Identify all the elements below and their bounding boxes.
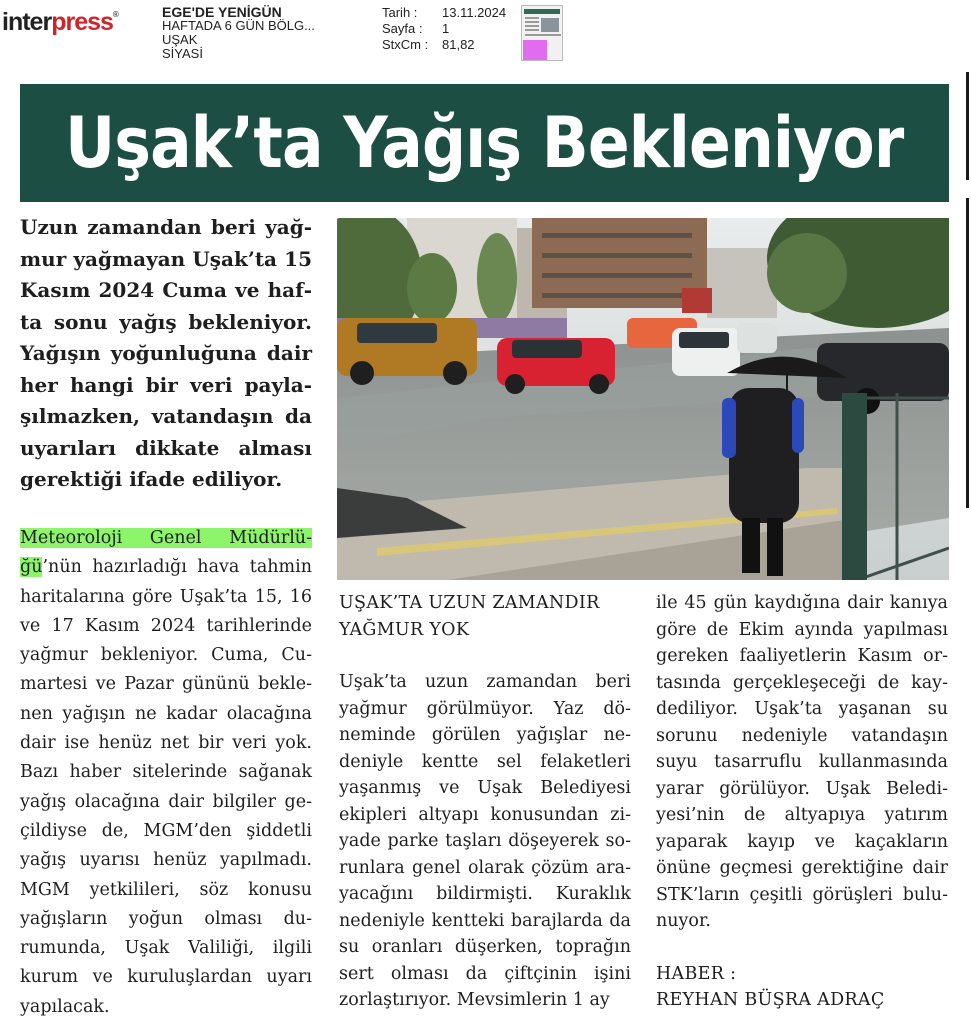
logo-mark: ® <box>112 10 118 19</box>
publication-info <box>162 5 315 61</box>
meta-page-value: 1 <box>442 21 450 36</box>
body-middle-text: Uşak’ta uzun zamandan beri yağmur görülmüyor. Yaz döneminde görülen yağışlar nedeniyle kentte sel felaketleri yaşanmış ve Uşak Belediyesi ekipleri altyapı konusundan ziyade parke taşları döşeyerek sorunlara genel olarak çözüm arayacağını bildirmişti. Kuraklık nedeniyle kentteki barajlarda da su oranları düşerken, toprağın sert olması da çiftçinin işini zorlaştırıyor. Mevsimlerin 1 ay <box>339 672 631 1010</box>
meta-page-row <box>382 21 532 37</box>
page-edge-rule <box>966 198 969 508</box>
body-column-left <box>20 524 312 1022</box>
publication-name: EGE'DE YENİGÜN <box>162 4 282 20</box>
logo-part1: inter <box>2 8 52 36</box>
headline-banner <box>20 84 949 202</box>
page-thumbnail[interactable] <box>521 5 563 61</box>
byline-author: REYHAN BÜŞRA ADRAÇ <box>656 990 885 1010</box>
clipping-meta <box>382 5 532 53</box>
publication-category: SİYASİ <box>162 46 203 61</box>
article-photo <box>337 218 949 580</box>
section-subheading: UŞAK’TA UZUN ZAMANDIR YAĞMUR YOK <box>339 593 600 640</box>
meta-page-label: Sayfa : <box>382 21 423 36</box>
page-edge-rule <box>966 72 969 180</box>
meta-date-row <box>382 5 532 21</box>
body-column-right <box>656 590 948 1014</box>
publication-city: UŞAK <box>162 32 198 47</box>
highlighted-term: Meteoroloji Genel Müdürlüğü <box>20 528 312 578</box>
body-right-text: ile 45 gün kaydığına dair kanıya göre de Ekim ayında yapılması gereken faaliyetlerin Kasım ortasında gerçekleşeceği de kaydediliyor. Uşak’ta yaşanan su sorunu nedeniyle vatandaşın suyu tasarruflu kullanmasında yarar görülüyor. Uşak Belediyesi’nin de altyapıya yatırım yaparak kayıp ve kaçakların önüne geçmesi gerektiğine dair STK’ların çeşitli görüşleri bulunuyor. <box>656 593 948 931</box>
byline <box>656 961 948 1014</box>
meta-date-label: Tarih : <box>382 5 418 20</box>
meta-date-value: 13.11.2024 <box>442 5 507 20</box>
thumbnail-highlight <box>523 40 547 60</box>
meta-stxcm-label: StxCm : <box>382 37 429 52</box>
body-column-middle <box>339 590 631 1014</box>
interpress-logo <box>2 8 118 37</box>
logo-part2: press <box>51 8 113 36</box>
meta-stxcm-row <box>382 37 532 53</box>
meta-stxcm-value: 81,82 <box>442 37 475 52</box>
byline-label: HABER : <box>656 963 737 984</box>
headline: Uşak’ta Yağış Bekleniyor <box>65 102 904 184</box>
publication-frequency: HAFTADA 6 GÜN BÖLG... <box>162 18 315 33</box>
lead-paragraph: Uzun zamandan beri yağmur yağmayan Uşak’ta 15 Kasım 2024 Cuma ve hafta sonu yağış bekleniyor. Yağışın yoğunluğuna dair her hangi bir veri paylaşılmazken, vatandaşın da uyarıları dikkate alması gerektiği ifade ediliyor. <box>20 215 312 491</box>
body-left-text: ’nün hazırladığı hava tahmin haritalarına göre Uşak’ta 15, 16 ve 17 Kasım 2024 tarihlerinde yağmur bekleniyor. Cuma, Cumartesi ve Pazar gününü beklenen yağışın ne kadar olacağına dair ise henüz net bir veri yok. Bazı haber sitelerinde sağanak yağış olacağına dair bilgiler geçildiyse de, MGM’den şiddetli yağış uyarısı henüz yapılmadı. MGM yetkilileri, söz konusu yağışların yoğun olması durumunda, Uşak Valiliği, ilgili kurum ve kuruluşlardan uyarı yapılacak. <box>20 557 312 1017</box>
